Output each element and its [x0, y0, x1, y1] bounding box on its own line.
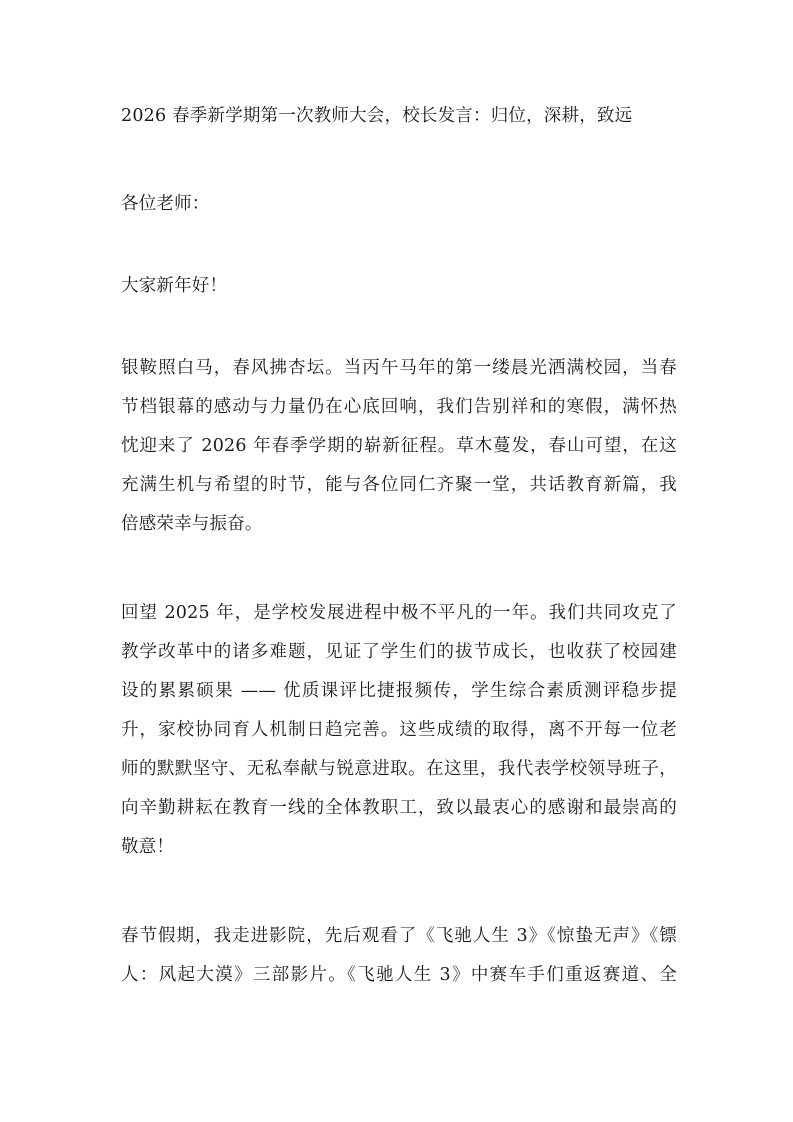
paragraph-line: 升，家校协同育人机制日趋完善。这些成绩的取得，离不开每一位老 — [121, 720, 677, 740]
paragraph-line: 忱迎来了 2026 年春季学期的崭新征程。草木蔓发，春山可望，在这 — [121, 436, 677, 456]
paragraph-line: 向辛勤耕耘在教育一线的全体教职工，致以最衷心的感谢和最崇高的 — [121, 798, 677, 818]
document-title: 2026 春季新学期第一次教师大会，校长发言：归位，深耕，致远 — [121, 106, 633, 126]
paragraph-line: 敬意！ — [121, 837, 175, 857]
greeting: 大家新年好！ — [121, 276, 228, 296]
paragraph-line: 师的默默坚守、无私奉献与锐意进取。在这里，我代表学校领导班子， — [121, 759, 677, 779]
paragraph-line: 充满生机与希望的时节，能与各位同仁齐聚一堂，共话教育新篇，我 — [121, 475, 677, 495]
paragraph-line: 银鞍照白马，春风拂杏坛。当丙午马年的第一缕晨光洒满校园，当春 — [121, 358, 677, 378]
paragraph-line: 设的累累硕果 —— 优质课评比捷报频传，学生综合素质测评稳步提 — [121, 681, 677, 701]
paragraph-line: 节档银幕的感动与力量仍在心底回响，我们告别祥和的寒假，满怀热 — [121, 397, 677, 417]
paragraph-line: 春节假期，我走进影院，先后观看了《飞驰人生 3》《惊蛰无声》《镖 — [121, 926, 677, 946]
paragraph-line: 倍感荣幸与振奋。 — [121, 514, 263, 534]
paragraph-line: 教学改革中的诸多难题，见证了学生们的拔节成长，也收获了校园建 — [121, 642, 677, 662]
paragraph-line: 回望 2025 年，是学校发展进程中极不平凡的一年。我们共同攻克了 — [121, 603, 677, 623]
salutation: 各位老师： — [121, 194, 210, 214]
paragraph-line: 人：风起大漠》三部影片。《飞驰人生 3》中赛车手们重返赛道、全 — [121, 965, 677, 985]
